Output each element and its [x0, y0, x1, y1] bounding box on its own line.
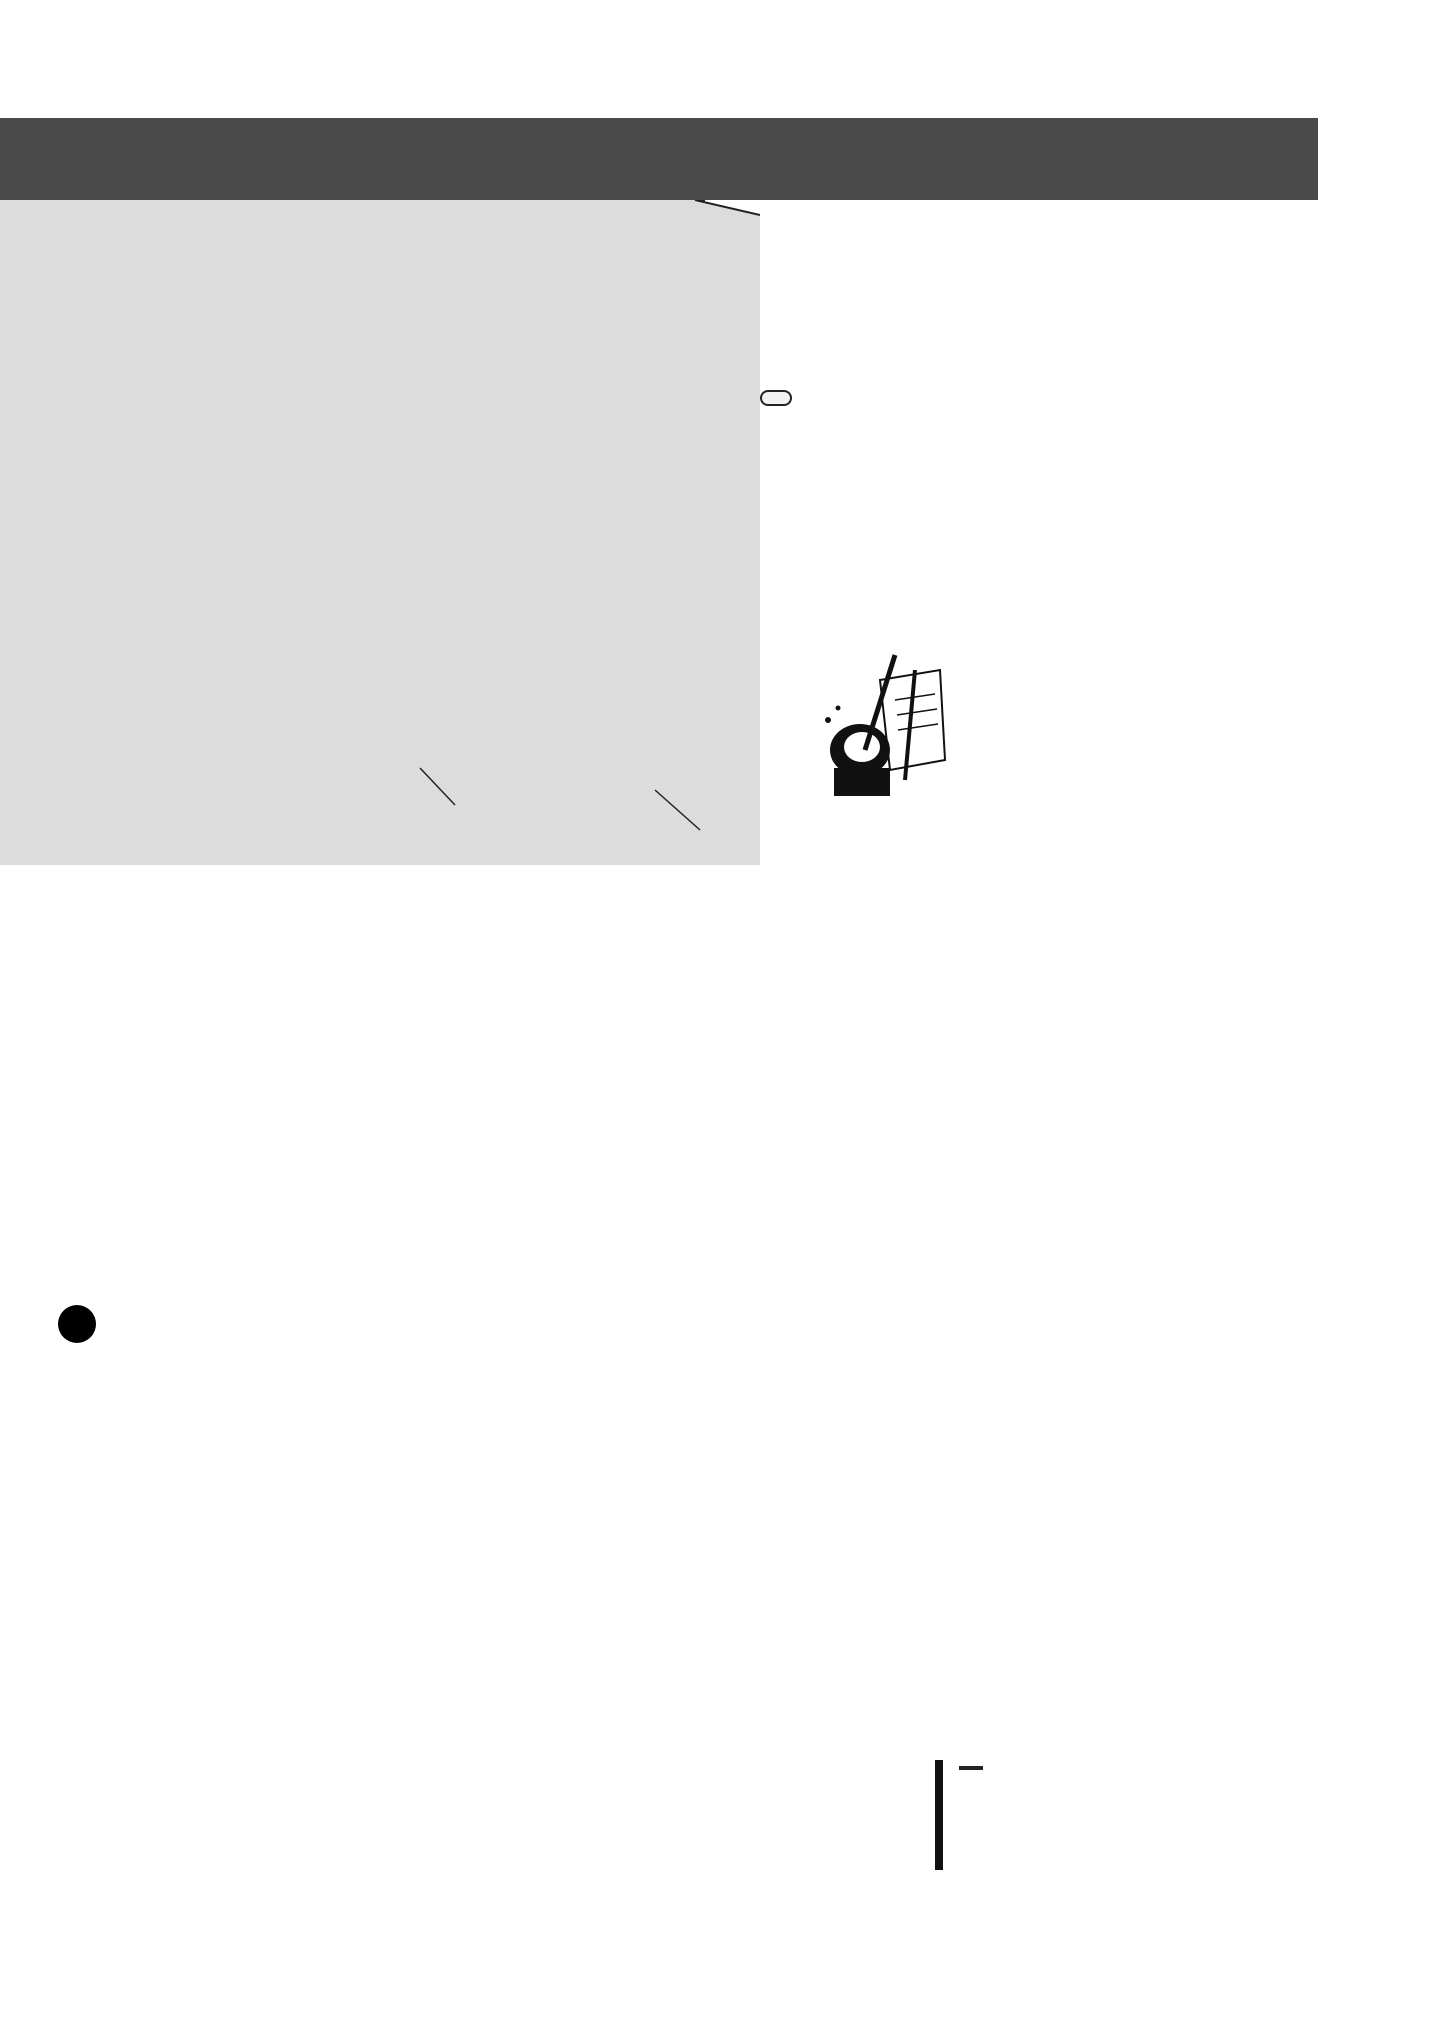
section-2-answer	[140, 900, 180, 1360]
age-header	[760, 390, 792, 406]
logo-top-text	[959, 1766, 983, 1770]
survey-info	[725, 220, 975, 236]
header-bar	[0, 118, 1318, 200]
love-clean-city-logo	[935, 1760, 1365, 1880]
intro-text	[770, 990, 980, 1630]
chart-q2	[565, 445, 805, 535]
punch-hole-bottom	[58, 1305, 96, 1343]
inkwell-illustration	[820, 650, 950, 810]
section-3-answer	[140, 1405, 240, 1925]
